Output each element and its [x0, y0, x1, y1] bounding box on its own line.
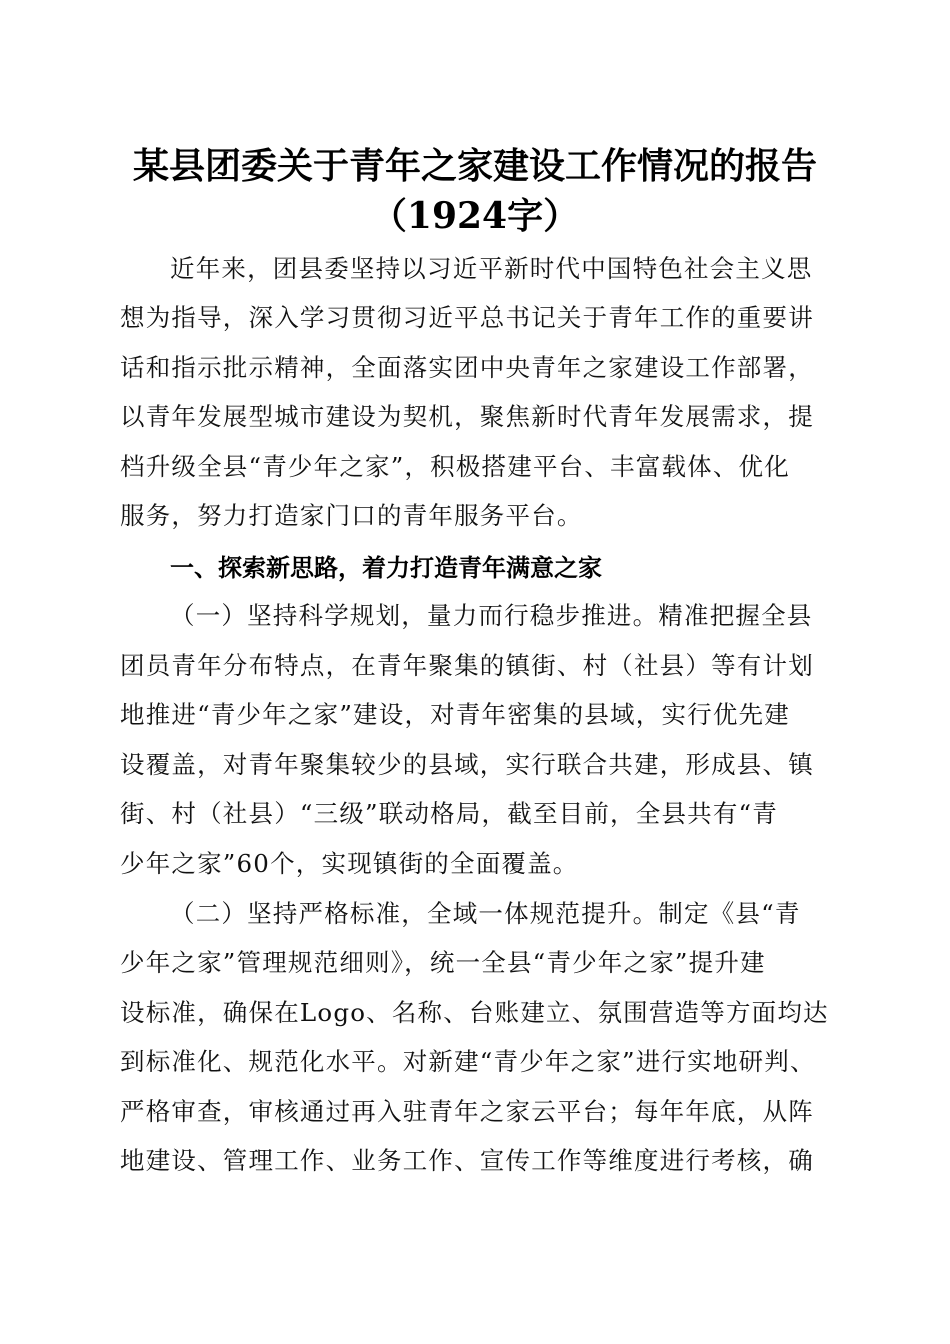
paragraph-line: 档升级全县“青少年之家”，积极搭建平台、丰富载体、优化 [120, 452, 790, 481]
document-title: 某县团委关于青年之家建设工作情况的报告 [132, 145, 817, 187]
paragraph-line: 团员青年分布特点，在青年聚集的镇街、村（社县）等有计划 [120, 651, 814, 680]
paragraph-line: 到标准化、规范化水平。对新建“青少年之家”进行实地研判、 [120, 1047, 816, 1076]
paragraph-line: 想为指导，深入学习贯彻习近平总书记关于青年工作的重要讲 [120, 303, 814, 332]
paragraph-line: 严格审查，审核通过再入驻青年之家云平台；每年年底，从阵 [120, 1097, 814, 1126]
paragraph-line: 地建设、管理工作、业务工作、宣传工作等维度进行考核，确 [120, 1146, 814, 1175]
paragraph-line: （一）坚持科学规划，量力而行稳步推进。精准把握全县 [170, 601, 813, 630]
paragraph-line: 近年来，团县委坚持以习近平新时代中国特色社会主义思 [170, 254, 813, 283]
paragraph-line: 设覆盖，对青年聚集较少的县域，实行联合共建，形成县、镇 [120, 750, 814, 779]
paragraph-line: 服务，努力打造家门口的青年服务平台。 [120, 501, 583, 530]
paragraph-line: 话和指示批示精神，全面落实团中央青年之家建设工作部署， [120, 353, 814, 382]
document-subtitle: （1924字） [370, 195, 580, 237]
paragraph-line: 以青年发展型城市建设为契机，聚焦新时代青年发展需求，提 [120, 402, 814, 431]
paragraph-line: 地推进“青少年之家”建设，对青年密集的县域，实行优先建 [120, 700, 790, 729]
paragraph-line: 少年之家”60个，实现镇街的全面覆盖。 [120, 849, 579, 878]
paragraph-line: 设标准，确保在Logo、名称、台账建立、氛围营造等方面均达 [120, 998, 829, 1027]
section-heading: 一、探索新思路，着力打造青年满意之家 [170, 554, 602, 582]
paragraph-line: 街、村（社县）“三级”联动格局，截至目前，全县共有“青 [120, 799, 778, 828]
paragraph-line: 少年之家”管理规范细则》，统一全县“青少年之家”提升建 [120, 948, 766, 977]
paragraph-line: （二）坚持严格标准，全域一体规范提升。制定《县“青 [170, 899, 801, 928]
